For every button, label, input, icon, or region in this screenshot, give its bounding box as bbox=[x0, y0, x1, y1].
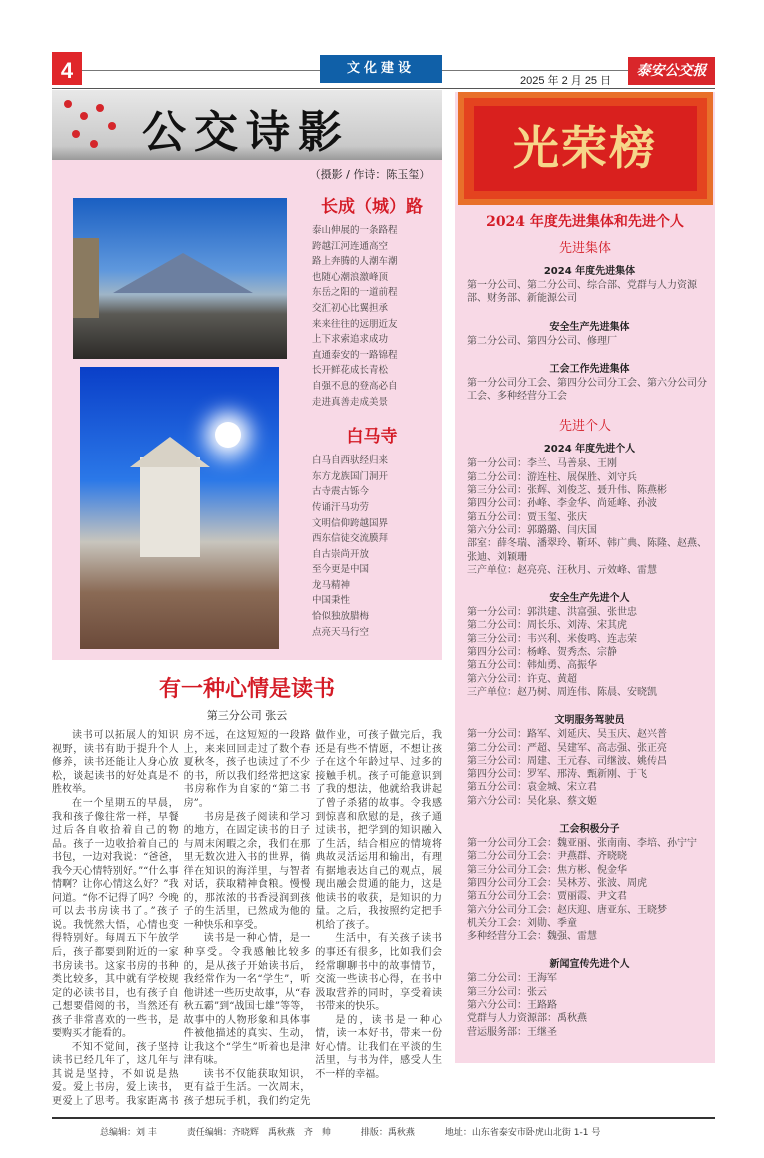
poem-line: 长开鲜花成长青松 bbox=[312, 365, 389, 377]
honor-entry: 营运服务部：王继圣 bbox=[467, 1026, 557, 1038]
poem-line: 跨越江河连通高空 bbox=[312, 240, 389, 252]
honor-entry: 三产单位：赵乃树、周连伟、陈晨、安晓凯 bbox=[467, 686, 657, 698]
honor-group bbox=[467, 440, 712, 577]
honor-entry: 第二分公司、第四分公司、修理厂 bbox=[467, 335, 617, 347]
honor-entry: 第三分公司：周建、王元春、司继波、姚传昌 bbox=[467, 755, 667, 767]
collective-groups bbox=[455, 262, 715, 403]
honor-entry: 第一分公司：郭洪建、洪富强、张世忠 bbox=[467, 607, 637, 619]
honor-entry: 第一分公司、第二分公司、综合部、党群与人力资源部、财务部、新能源公司 bbox=[467, 280, 697, 305]
poem-line: 泰山伸展的一条路程 bbox=[312, 225, 398, 236]
honor-group bbox=[467, 360, 712, 404]
honor-entry: 党群与人力资源部：禹秋燕 bbox=[467, 1013, 587, 1025]
poetry-banner-title: 公交诗影 bbox=[142, 107, 350, 158]
temple-photo bbox=[80, 367, 279, 649]
section-badge: 文化建设 bbox=[320, 55, 442, 83]
article-title: 有一种心情是读书 bbox=[158, 676, 335, 703]
honor-group bbox=[467, 589, 712, 699]
honor-entry: 第二分公司：严超、吴建军、高志强、张正亮 bbox=[467, 742, 667, 754]
honor-group-title: 工会积极分子 bbox=[559, 824, 620, 836]
poem-line: 也随心潮浪激峰顶 bbox=[312, 271, 389, 283]
photo-credit: （摄影 / 作诗：陈玉玺） bbox=[309, 168, 431, 181]
honor-entry: 第五分公司：韩灿勇、高振华 bbox=[467, 660, 597, 672]
poem-line: 白马自西驮经归来 bbox=[312, 455, 389, 467]
poem-line: 东岳之阳的一道前程 bbox=[312, 287, 398, 299]
honor-entry: 第一分公司分工会、第四分公司分工会、第六分公司分工会、多种经营分工会 bbox=[467, 377, 707, 403]
chief-editor: 总编辑：刘 丰 bbox=[100, 1127, 157, 1138]
issue-date: 2025 年 2 月 25 日 bbox=[520, 75, 612, 87]
collective-heading: 先进集体 bbox=[558, 241, 611, 256]
article-paragraph: 在一个星期五的早晨，我和孩子像往常一样，早餐过后各自收拾着自己的物品。孩子一边收拾着自己的书包，一边对我说：“爸爸，我今天心情特别好。”“什么事情啊？让你心情这么好？”我问道。“你不记得了吗？今晚可以去书房读书了。”孩子说。我恍然大悟，心情也变得特别好。每周五下午放学后，孩子都要到附近的一家书房读书。这家书房的书种类比较多，其中就有学校规定的必读书目，也有孩子自己想要借阅的书，当然还有孩子非常喜欢的一些书，是要购买才能看的。 bbox=[52, 797, 179, 1040]
page-body bbox=[52, 90, 715, 1109]
poem-line: 文明信仰跨越国界 bbox=[312, 517, 389, 529]
poem-title: 长成（城）路 bbox=[321, 197, 423, 217]
address: 地址：山东省泰安市卧虎山北街 1-1 号 bbox=[444, 1127, 601, 1138]
honor-group-title: 2024 年度先进集体 bbox=[543, 266, 636, 277]
honor-group-title: 工会工作先进集体 bbox=[549, 363, 630, 375]
honor-entry: 部室：薛冬瑞、潘翠玲、靳环、韩广典、陈隆、赵燕、张迪、刘颖珊 bbox=[467, 538, 707, 563]
city-road-photo bbox=[73, 198, 287, 359]
poem-line: 点亮天马行空 bbox=[312, 626, 370, 638]
honor-entry: 第六分公司：许克、黄超 bbox=[467, 673, 577, 685]
honor-entry: 第六分公司：郭璐璐、闫庆国 bbox=[467, 524, 597, 536]
honor-entry: 第四分公司：罗军、邢涛、甄新刚、于飞 bbox=[467, 769, 647, 781]
article-body bbox=[52, 729, 442, 1108]
honor-entry: 第二分公司：王海军 bbox=[467, 973, 557, 985]
article-byline: 第三分公司 张云 bbox=[206, 709, 288, 723]
honor-entry: 第四分公司：孙峰、李金华、尚延峰、孙波 bbox=[467, 498, 657, 510]
honor-entry: 第一分公司：路军、刘延庆、吴玉庆、赵兴普 bbox=[467, 729, 667, 741]
poem-body bbox=[312, 453, 438, 640]
poem-line: 中国秉性 bbox=[312, 595, 351, 607]
poem-line: 自古崇尚开放 bbox=[312, 548, 370, 560]
poem-column bbox=[312, 188, 438, 652]
article-paragraph: 读书是一种心情，是一种享受。令我感触比较多的，是从孩子开始读书后，我经常作为一名“学生”，听他讲述一些历史故事，从“春秋五霸”到“战国七雄”等等，故事中的人物形象和具体事件被他描述的真实、生动，让我这个“学生”听着也是津津有味。 bbox=[183, 933, 311, 1067]
honor-entry: 第四分公司：杨峰、贺秀杰、宗静 bbox=[467, 647, 617, 659]
poetry-banner bbox=[52, 90, 442, 160]
honor-group-title: 安全生产先进个人 bbox=[549, 593, 630, 605]
poem-title: 白马寺 bbox=[346, 427, 398, 448]
honor-entry: 三产单位：赵亮亮、汪秋月、亓效峰、雷慧 bbox=[467, 564, 657, 576]
poetry-row bbox=[52, 188, 442, 652]
honor-group bbox=[467, 711, 712, 808]
article-paragraph: 生活中，有关孩子读书的事还有很多，比如我们会经常聊聊书中的故事情节，交流一些读书心得，在书中汲取营养的同时，享受着读书带来的快乐。 bbox=[315, 933, 442, 1013]
poem-line: 至今更是中国 bbox=[312, 564, 370, 576]
article-paragraph: 读书可以拓展人的知识视野，读书有助于提升个人修养，读书还能让人身心放松，谈起读书的好处真是不胜枚举。 bbox=[52, 730, 179, 796]
page-number: 4 bbox=[52, 52, 82, 85]
honor-entry: 第六分公司：王路路 bbox=[467, 999, 557, 1011]
honor-entry: 第三分公司：张云 bbox=[467, 986, 547, 998]
poem-line: 西东信徒交流膜拜 bbox=[312, 533, 389, 545]
poem-line: 直通泰安的一路锦程 bbox=[312, 349, 398, 361]
poem-line: 来来往往的远朋近友 bbox=[312, 318, 398, 330]
honor-entry: 多种经营分工会：魏强、雷慧 bbox=[467, 931, 597, 943]
layout-editor: 排版：禹秋燕 bbox=[360, 1127, 415, 1138]
honor-entry: 第六分公司：吴化泉、蔡文姬 bbox=[467, 795, 597, 807]
poem-line: 龙马精神 bbox=[312, 579, 351, 591]
honor-entry: 第二分公司：周长乐、刘涛、宋其虎 bbox=[467, 620, 627, 632]
honor-group-title: 2024 年度先进个人 bbox=[543, 444, 636, 456]
honor-entry: 第一分公司：李兰、马善泉、王刚 bbox=[467, 458, 617, 470]
honor-group bbox=[467, 318, 712, 348]
individual-groups bbox=[455, 440, 715, 1038]
honor-banner bbox=[458, 92, 713, 205]
honor-title: 2024 年度先进集体和先进个人 bbox=[486, 214, 684, 230]
poem-line: 传诵汗马功劳 bbox=[312, 501, 370, 513]
poem-line: 自强不息的登高必自 bbox=[312, 380, 398, 392]
article-paragraph: 不知不觉间，孩子坚持读书已经几年了，这几年与其说是坚持，不如说是热爱。爱上书房，爱上读书，更爱上了思考。我家距离书房不远，在这短短的一段路上，来来回回走过了数个春夏秋冬，孩子也读过了不少的书，所以我们经常把这家书房称作为自家的“第二书房”。 bbox=[52, 730, 311, 1108]
honor-panel bbox=[455, 92, 715, 1063]
honor-entry: 第四分公司分工会：吴林芳、张波、周虎 bbox=[467, 877, 647, 889]
honor-group-title: 新闻宣传先进个人 bbox=[549, 959, 630, 971]
poem-body bbox=[312, 223, 438, 410]
article-paragraph: 书房是孩子阅读和学习的地方，在固定读书的日子与周末闲暇之余，我们在那里无数次进入书的世界，徜徉在知识的海洋里，与智者对话，获取精神食粮。慢慢的，那浓浓的书香浸润到孩子的生活里，已然成为他的一种快乐和享受。 bbox=[183, 811, 311, 931]
honor-entry: 第六分公司分工会：赵庆迎、唐亚东、王晓梦 bbox=[467, 904, 667, 916]
poem-line: 路上奔腾的人潮车潮 bbox=[312, 256, 398, 268]
responsible-editor: 责任编辑：齐晓辉 禹秋燕 齐 帅 bbox=[186, 1127, 331, 1138]
photo-column bbox=[52, 188, 302, 652]
honor-entry: 第二分公司：游连柱、展保胜、刘守兵 bbox=[467, 471, 637, 483]
poem-line: 走进真善走成美景 bbox=[312, 396, 389, 408]
article-paragraph: 是的，读书是一种心情，读一本好书，带来一份好心情。让我们在平淡的生活里，与书为伴，感受人生不一样的幸福。 bbox=[315, 1014, 442, 1080]
honor-entry: 第五分公司分工会：贾丽霞、尹文君 bbox=[467, 891, 627, 903]
honor-group bbox=[467, 820, 712, 943]
honor-group-title: 文明服务驾驶员 bbox=[554, 715, 625, 727]
header-rule-bottom bbox=[52, 88, 715, 89]
honor-banner-title: 光荣榜 bbox=[474, 106, 697, 191]
honor-entry: 第二分公司分工会：尹燕群、齐晓晓 bbox=[467, 851, 627, 863]
honor-group-title: 安全生产先进集体 bbox=[549, 321, 630, 333]
footer bbox=[52, 1117, 715, 1158]
honor-entry: 第五分公司：袁金城、宋立君 bbox=[467, 782, 597, 794]
honor-entry: 第三分公司分工会：焦方彬、倪金华 bbox=[467, 864, 627, 876]
honor-entry: 第三分公司：张辉、刘俊芝、聂升伟、陈燕彬 bbox=[467, 485, 667, 497]
article-paragraph: 读书不仅能获取知识，更有益于生活。一次周末，孩子想玩手机，我们约定先做作业，可孩子做完后，我还是有些不情愿，不想让孩子在这个年龄过早、过多的接触手机。孩子可能意识到了我的想法，他就给我讲起了曾子杀猪的故事。令我感到惊喜和欣慰的是，孩子通过读书，把学到的知识融入了生活，结合相应的情境将典故灵活运用和输出，有理有据地表达自己的观点，展现出融会贯通的能力，这是他读书的收获，是知识的力量。之后，我按照约定把手机给了孩子。 bbox=[183, 730, 442, 1108]
honor-group bbox=[467, 955, 712, 1038]
poetry-panel bbox=[52, 90, 442, 660]
poem-line: 恰似独放腊梅 bbox=[312, 611, 370, 623]
poem-line: 古寺震古铄今 bbox=[312, 486, 370, 498]
honor-entry: 第五分公司：贾玉玺、张庆 bbox=[467, 511, 587, 523]
left-column bbox=[52, 90, 442, 1109]
individual-heading: 先进个人 bbox=[558, 419, 611, 435]
honor-entry: 机关分工会：刘勋、季童 bbox=[467, 917, 577, 929]
honor-group bbox=[467, 262, 712, 306]
honor-entry: 第三分公司：韦兴利、米俊鸣、连志荣 bbox=[467, 633, 637, 645]
newspaper-logo: 泰安公交报 bbox=[628, 57, 715, 85]
poem-line: 上下求索追求成功 bbox=[312, 334, 389, 346]
poem-line: 交汇初心比翼担承 bbox=[312, 302, 389, 314]
poem-line: 东方龙族国门洞开 bbox=[312, 470, 389, 482]
honor-entry: 第一分公司分工会：魏亚丽、张南南、李培、孙宁宁 bbox=[467, 838, 697, 850]
